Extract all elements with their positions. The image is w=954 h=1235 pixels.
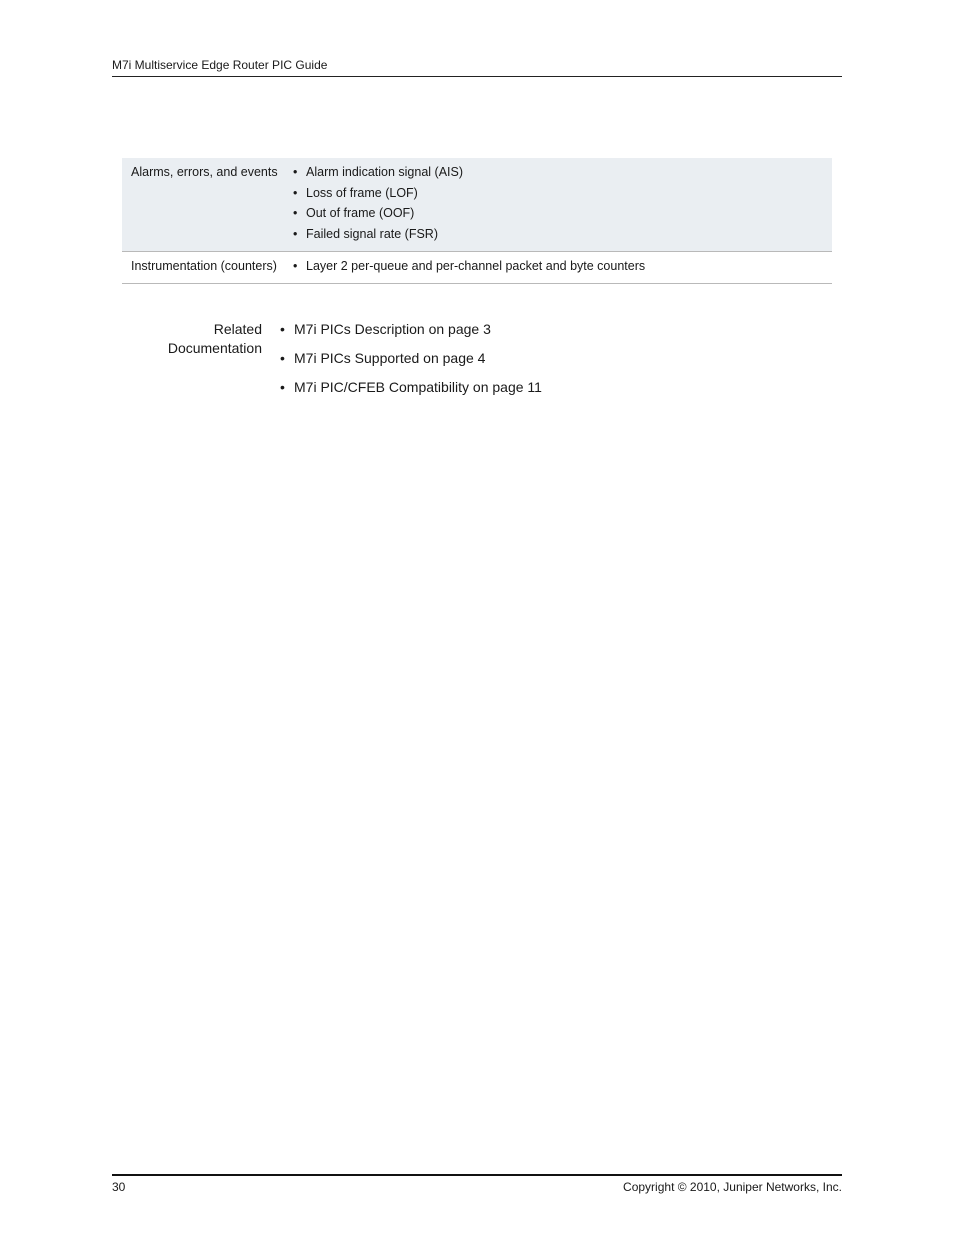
table-row xyxy=(122,251,832,283)
row-label xyxy=(122,158,281,251)
list-item xyxy=(293,258,822,274)
related-label-line: Documentation xyxy=(167,340,262,356)
row-label-text: Alarms, errors, and events xyxy=(131,165,278,179)
row-label xyxy=(122,251,281,283)
related-label-line: Related xyxy=(213,321,262,337)
list-item-text: Alarm indication signal (AIS) xyxy=(306,165,464,179)
related-links-list xyxy=(280,320,542,407)
row-label-text: Instrumentation (counters) xyxy=(131,258,277,273)
related-link-text[interactable]: M7i PIC/CFEB Compatibility on page 11 xyxy=(294,379,542,395)
list-item xyxy=(293,164,822,180)
list-item-text: Failed signal rate (FSR) xyxy=(306,226,438,241)
related-link-pic-cfeb-compatibility[interactable] xyxy=(280,378,542,397)
list-item-text: Layer 2 per-queue and per-channel packet and byte counters xyxy=(306,258,646,273)
row-values xyxy=(281,158,832,251)
page-number: 30 xyxy=(112,1180,126,1194)
bullet-icon: • xyxy=(280,350,285,366)
bullet-icon: • xyxy=(280,321,285,337)
related-link-pics-supported[interactable] xyxy=(280,349,542,368)
bullet-list xyxy=(293,164,822,242)
running-footer xyxy=(112,1174,842,1194)
bullet-icon: • xyxy=(280,379,285,395)
document-title: M7i Multiservice Edge Router PIC Guide xyxy=(112,58,328,72)
bullet-icon: • xyxy=(293,185,298,200)
row-values xyxy=(281,251,832,283)
bullet-icon: • xyxy=(293,226,298,241)
specifications-table xyxy=(122,158,832,284)
list-item xyxy=(293,226,822,242)
related-documentation-heading xyxy=(122,320,262,358)
list-item-text: Out of frame (OOF) xyxy=(306,206,415,220)
related-link-text[interactable]: M7i PICs Supported on page 4 xyxy=(294,350,486,366)
related-link-pics-description[interactable] xyxy=(280,320,542,339)
bullet-icon: • xyxy=(293,206,298,220)
list-item xyxy=(293,185,822,201)
running-header xyxy=(112,57,842,77)
bullet-icon: • xyxy=(293,165,298,179)
related-link-text[interactable]: M7i PICs Description on page 3 xyxy=(294,321,491,337)
list-item-text: Loss of frame (LOF) xyxy=(306,185,418,200)
list-item xyxy=(293,205,822,221)
copyright-notice: Copyright © 2010, Juniper Networks, Inc. xyxy=(623,1180,842,1194)
table-row xyxy=(122,158,832,251)
bullet-icon: • xyxy=(293,258,298,273)
bullet-list xyxy=(293,258,822,274)
